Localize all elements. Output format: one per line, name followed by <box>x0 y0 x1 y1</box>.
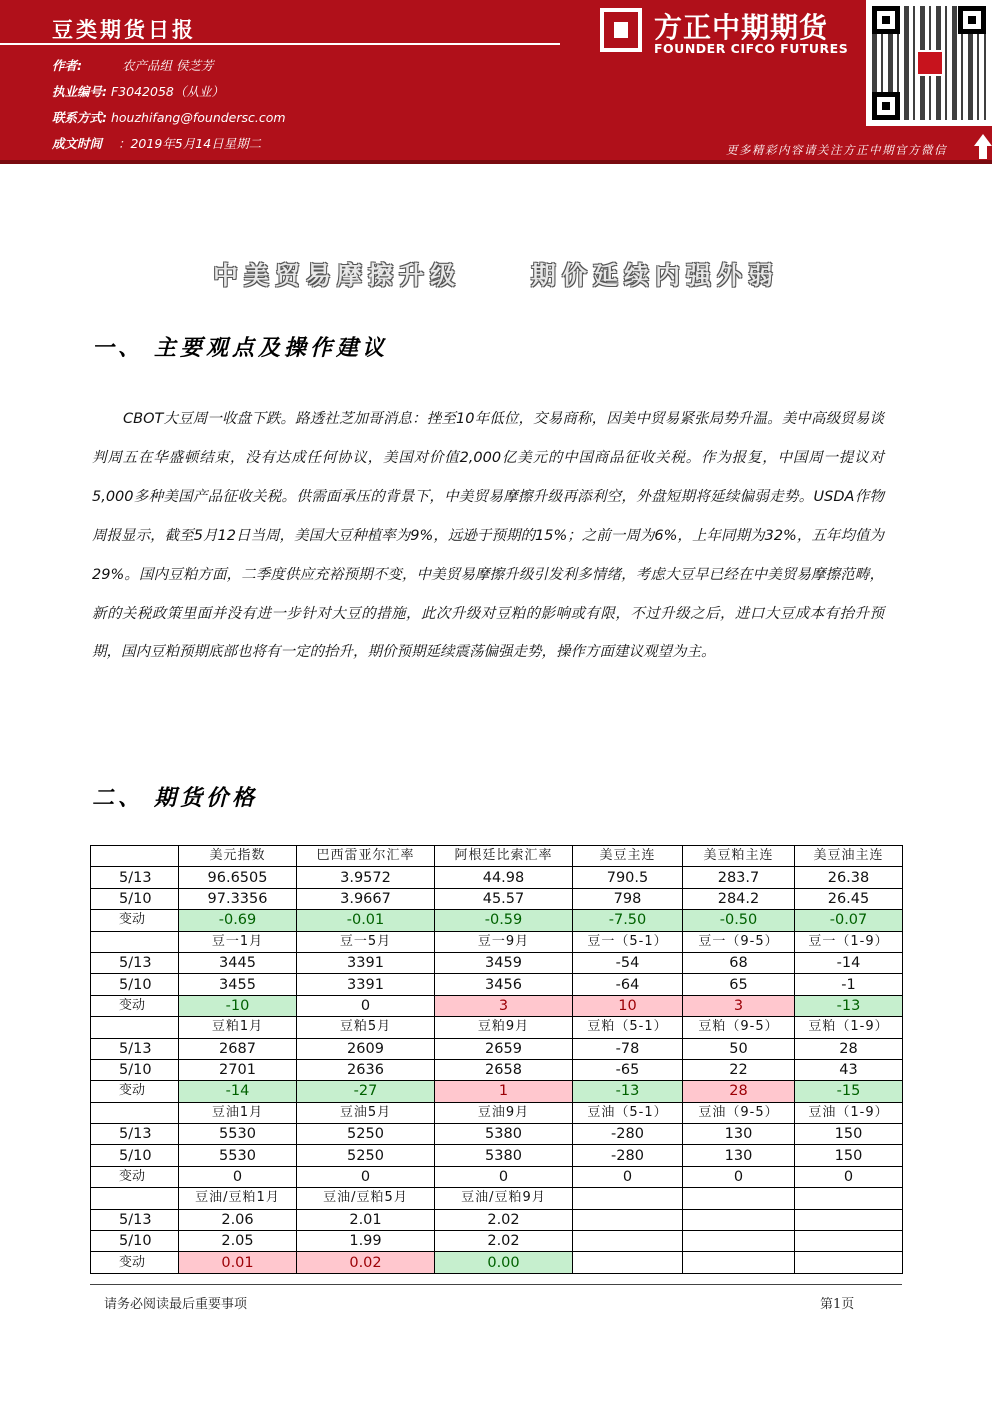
section-1-heading <box>92 331 388 362</box>
table-cell: -64 <box>573 974 683 995</box>
table-cell: -65 <box>573 1059 683 1080</box>
table-cell: 790.5 <box>573 867 683 888</box>
table-cell: -0.69 <box>179 910 297 931</box>
table-cell <box>795 1209 903 1230</box>
row-label-cell: 变动 <box>91 1166 179 1187</box>
table-cell: 5380 <box>435 1145 573 1166</box>
title-part-2: 期价延续内强外弱 <box>531 261 780 290</box>
company-name-en: FOUNDER CIFCO FUTURES <box>654 41 849 56</box>
table-change-row <box>91 910 903 931</box>
license-line <box>52 82 224 100</box>
table-cell: -14 <box>179 1081 297 1102</box>
table-cell: 3391 <box>297 952 435 973</box>
table-row <box>91 1145 903 1166</box>
section-2-title: 期货价格 <box>154 785 259 811</box>
table-cell: -280 <box>573 1145 683 1166</box>
table-cell: 豆油（9-5） <box>683 1102 795 1123</box>
table-cell: 68 <box>683 952 795 973</box>
row-label-cell <box>91 846 179 867</box>
table-cell: 1.99 <box>297 1231 435 1252</box>
table-cell: 3455 <box>179 974 297 995</box>
table-cell <box>683 1188 795 1209</box>
table-cell: 2609 <box>297 1038 435 1059</box>
table-cell: 阿根廷比索汇率 <box>435 846 573 867</box>
table-header-row <box>91 1017 903 1038</box>
contact-value[interactable]: houzhifang@foundersc.com <box>110 110 286 125</box>
table-cell: 2687 <box>179 1038 297 1059</box>
table-cell: 10 <box>573 995 683 1016</box>
row-label-cell <box>91 1188 179 1209</box>
table-cell: 2.01 <box>297 1209 435 1230</box>
table-cell: 97.3356 <box>179 888 297 909</box>
title-part-1: 中美贸易摩擦升级 <box>212 261 461 290</box>
table-cell: 豆粕（1-9） <box>795 1017 903 1038</box>
table-cell: -14 <box>795 952 903 973</box>
table-cell: 1 <box>435 1081 573 1102</box>
row-label-cell: 5/10 <box>91 1059 179 1080</box>
footer-divider <box>90 1284 902 1285</box>
page-number: 第1页 <box>820 1297 855 1312</box>
company-name-cn: 方正中期期货 <box>654 11 829 44</box>
section-1-title: 主要观点及操作建议 <box>154 335 389 361</box>
table-cell: 130 <box>683 1124 795 1145</box>
section-1-number: 一、 <box>92 335 145 361</box>
table-header-row <box>91 1102 903 1123</box>
table-cell: -0.50 <box>683 910 795 931</box>
table-row <box>91 1124 903 1145</box>
table-cell: 0 <box>435 1166 573 1187</box>
row-label-cell <box>91 931 179 952</box>
row-label-cell: 5/10 <box>91 888 179 909</box>
row-label-cell: 5/10 <box>91 974 179 995</box>
company-logo-icon <box>600 8 642 52</box>
table-change-row <box>91 1081 903 1102</box>
table-cell: 美豆粕主连 <box>683 846 795 867</box>
table-cell <box>573 1252 683 1273</box>
table-cell: -27 <box>297 1081 435 1102</box>
row-label-cell: 5/13 <box>91 1209 179 1230</box>
row-label-cell: 5/13 <box>91 1038 179 1059</box>
table-cell: 0 <box>683 1166 795 1187</box>
table-change-row <box>91 1166 903 1187</box>
table-cell <box>573 1209 683 1230</box>
table-cell: 44.98 <box>435 867 573 888</box>
table-cell: 3.9667 <box>297 888 435 909</box>
table-cell: -0.07 <box>795 910 903 931</box>
table-cell: 798 <box>573 888 683 909</box>
table-cell: 豆油（1-9） <box>795 1102 903 1123</box>
table-cell: -13 <box>795 995 903 1016</box>
table-cell: 0.01 <box>179 1252 297 1273</box>
table-cell: 3456 <box>435 974 573 995</box>
row-label-cell: 变动 <box>91 1081 179 1102</box>
table-cell: 2.02 <box>435 1231 573 1252</box>
table-cell: 美元指数 <box>179 846 297 867</box>
table-cell: 0 <box>179 1166 297 1187</box>
table-cell: 3459 <box>435 952 573 973</box>
table-cell: 豆油1月 <box>179 1102 297 1123</box>
table-cell: 豆一5月 <box>297 931 435 952</box>
table-cell: 65 <box>683 974 795 995</box>
table-cell: 3445 <box>179 952 297 973</box>
follow-wechat-text: 更多精彩内容请关注方正中期官方微信 <box>726 143 947 157</box>
table-cell: 0 <box>573 1166 683 1187</box>
table-cell: 0.02 <box>297 1252 435 1273</box>
row-label-cell: 变动 <box>91 1252 179 1273</box>
table-cell: 2.06 <box>179 1209 297 1230</box>
table-cell: 43 <box>795 1059 903 1080</box>
table-row <box>91 974 903 995</box>
table-cell: 豆油/豆粕9月 <box>435 1188 573 1209</box>
table-cell: 283.7 <box>683 867 795 888</box>
row-label-cell: 5/13 <box>91 867 179 888</box>
table-cell: 22 <box>683 1059 795 1080</box>
table-cell: 5250 <box>297 1124 435 1145</box>
table-cell: 96.6505 <box>179 867 297 888</box>
table-cell: 5250 <box>297 1145 435 1166</box>
table-cell: 2658 <box>435 1059 573 1080</box>
table-cell: 5530 <box>179 1124 297 1145</box>
table-cell: 豆油（5-1） <box>573 1102 683 1123</box>
table-cell <box>683 1252 795 1273</box>
table-cell: 5530 <box>179 1145 297 1166</box>
table-cell: 豆油5月 <box>297 1102 435 1123</box>
table-cell: -1 <box>795 974 903 995</box>
table-cell: 2636 <box>297 1059 435 1080</box>
table-cell: 150 <box>795 1124 903 1145</box>
table-cell <box>795 1188 903 1209</box>
table-cell: 5380 <box>435 1124 573 1145</box>
table-cell: 美豆主连 <box>573 846 683 867</box>
row-label-cell: 5/13 <box>91 1124 179 1145</box>
table-cell: 3.9572 <box>297 867 435 888</box>
author-line <box>52 56 213 74</box>
table-cell: 28 <box>683 1081 795 1102</box>
table-cell: -54 <box>573 952 683 973</box>
table-cell <box>573 1231 683 1252</box>
table-cell: -78 <box>573 1038 683 1059</box>
table-header-row <box>91 846 903 867</box>
table-header-row <box>91 931 903 952</box>
table-cell: 豆一1月 <box>179 931 297 952</box>
table-cell: -280 <box>573 1124 683 1145</box>
row-label-cell: 5/13 <box>91 952 179 973</box>
table-cell: 2701 <box>179 1059 297 1080</box>
table-cell: 豆油/豆粕1月 <box>179 1188 297 1209</box>
table-row <box>91 952 903 973</box>
table-cell: 3 <box>435 995 573 1016</box>
table-row <box>91 1038 903 1059</box>
table-cell: -0.01 <box>297 910 435 931</box>
table-cell: 26.45 <box>795 888 903 909</box>
table-change-row <box>91 1252 903 1273</box>
table-cell: 2.02 <box>435 1209 573 1230</box>
wechat-qr-code[interactable] <box>866 0 992 126</box>
table-cell: 26.38 <box>795 867 903 888</box>
table-row <box>91 867 903 888</box>
disclaimer-note: 请务必阅读最后重要事项 <box>104 1297 248 1312</box>
contact-line <box>52 108 286 126</box>
futures-price-table <box>90 845 903 1274</box>
date-key: 成文时间 <box>52 136 103 151</box>
license-key: 执业编号: <box>52 84 107 99</box>
section-1-body: CBOT大豆周一收盘下跌。路透社芝加哥消息：挫至10年低位，交易商称，因美中贸易紧张局势升温。美中高级贸易谈判周五在华盛顿结束，没有达成任何协议，美国对价值2,000亿美元的中国商品征收关税。作为报复，中国周一提议对5,000多种美国产品征收关税。供需面承压的背景下，中美贸易摩擦升级再添利空，外盘短期将延续偏弱走势。USDA作物周报显示，截至5月12日当周，美国大豆种植率为9%，远逊于预期的15%；之前一周为6%，上年同期为32%，五年均值为29%。国内豆粕方面，二季度供应充裕预期不变，中美贸易摩擦升级引发利多情绪，考虑大豆早已经在中美贸易摩擦范畴，新的关税政策里面并没有进一步针对大豆的措施，此次升级对豆粕的影响或有限，不过升级之后，进口大豆成本有抬升预期，国内豆粕预期底部也将有一定的抬升，期价预期延续震荡偏强走势，操作方面建议观望为主。 <box>92 411 884 661</box>
row-label-cell <box>91 1102 179 1123</box>
table-cell: -7.50 <box>573 910 683 931</box>
table-cell: 50 <box>683 1038 795 1059</box>
table-cell: -10 <box>179 995 297 1016</box>
contact-key: 联系方式: <box>52 110 107 125</box>
table-cell: 45.57 <box>435 888 573 909</box>
table-cell <box>683 1231 795 1252</box>
table-row <box>91 1231 903 1252</box>
table-row <box>91 1209 903 1230</box>
table-cell: 豆一（1-9） <box>795 931 903 952</box>
author-value: 农产品组 侯芝芳 <box>121 58 214 73</box>
table-cell: 0 <box>297 1166 435 1187</box>
table-cell: 0 <box>795 1166 903 1187</box>
table-cell <box>795 1231 903 1252</box>
section-2-number: 二、 <box>92 785 145 811</box>
row-label-cell <box>91 1017 179 1038</box>
table-row <box>91 1059 903 1080</box>
row-label-cell: 变动 <box>91 995 179 1016</box>
author-key: 作者: <box>52 58 82 73</box>
table-cell: 豆油/豆粕5月 <box>297 1188 435 1209</box>
table-cell: 2.05 <box>179 1231 297 1252</box>
table-cell: 2659 <box>435 1038 573 1059</box>
header-bottom-line <box>0 160 992 164</box>
date-line <box>52 134 261 152</box>
table-cell: -15 <box>795 1081 903 1102</box>
header-divider <box>0 43 560 45</box>
table-cell: -13 <box>573 1081 683 1102</box>
table-cell <box>795 1252 903 1273</box>
report-header <box>0 0 992 163</box>
section-2-heading <box>92 781 258 812</box>
table-cell: 巴西雷亚尔汇率 <box>297 846 435 867</box>
date-value: ：2019年5月14日星期二 <box>117 136 262 151</box>
table-cell: 美豆油主连 <box>795 846 903 867</box>
table-cell: 豆一（5-1） <box>573 931 683 952</box>
table-row <box>91 888 903 909</box>
license-value: F3042058（从业） <box>110 84 224 99</box>
table-header-row <box>91 1188 903 1209</box>
qr-logo-icon <box>916 50 944 76</box>
table-cell: 3 <box>683 995 795 1016</box>
table-cell: 豆粕5月 <box>297 1017 435 1038</box>
row-label-cell: 5/10 <box>91 1231 179 1252</box>
table-cell: 284.2 <box>683 888 795 909</box>
table-cell: -0.59 <box>435 910 573 931</box>
table-cell: 150 <box>795 1145 903 1166</box>
table-cell: 3391 <box>297 974 435 995</box>
table-cell <box>683 1209 795 1230</box>
table-cell: 豆一9月 <box>435 931 573 952</box>
table-cell: 28 <box>795 1038 903 1059</box>
report-name: 豆类期货日报 <box>52 17 196 42</box>
table-cell: 0.00 <box>435 1252 573 1273</box>
row-label-cell: 5/10 <box>91 1145 179 1166</box>
report-title <box>0 256 992 292</box>
table-cell: 0 <box>297 995 435 1016</box>
row-label-cell: 变动 <box>91 910 179 931</box>
table-cell: 豆油9月 <box>435 1102 573 1123</box>
table-cell: 豆粕（9-5） <box>683 1017 795 1038</box>
table-change-row <box>91 995 903 1016</box>
table-cell: 豆粕（5-1） <box>573 1017 683 1038</box>
table-cell <box>573 1188 683 1209</box>
table-cell: 豆粕1月 <box>179 1017 297 1038</box>
table-cell: 豆一（9-5） <box>683 931 795 952</box>
table-cell: 豆粕9月 <box>435 1017 573 1038</box>
table-cell: 130 <box>683 1145 795 1166</box>
